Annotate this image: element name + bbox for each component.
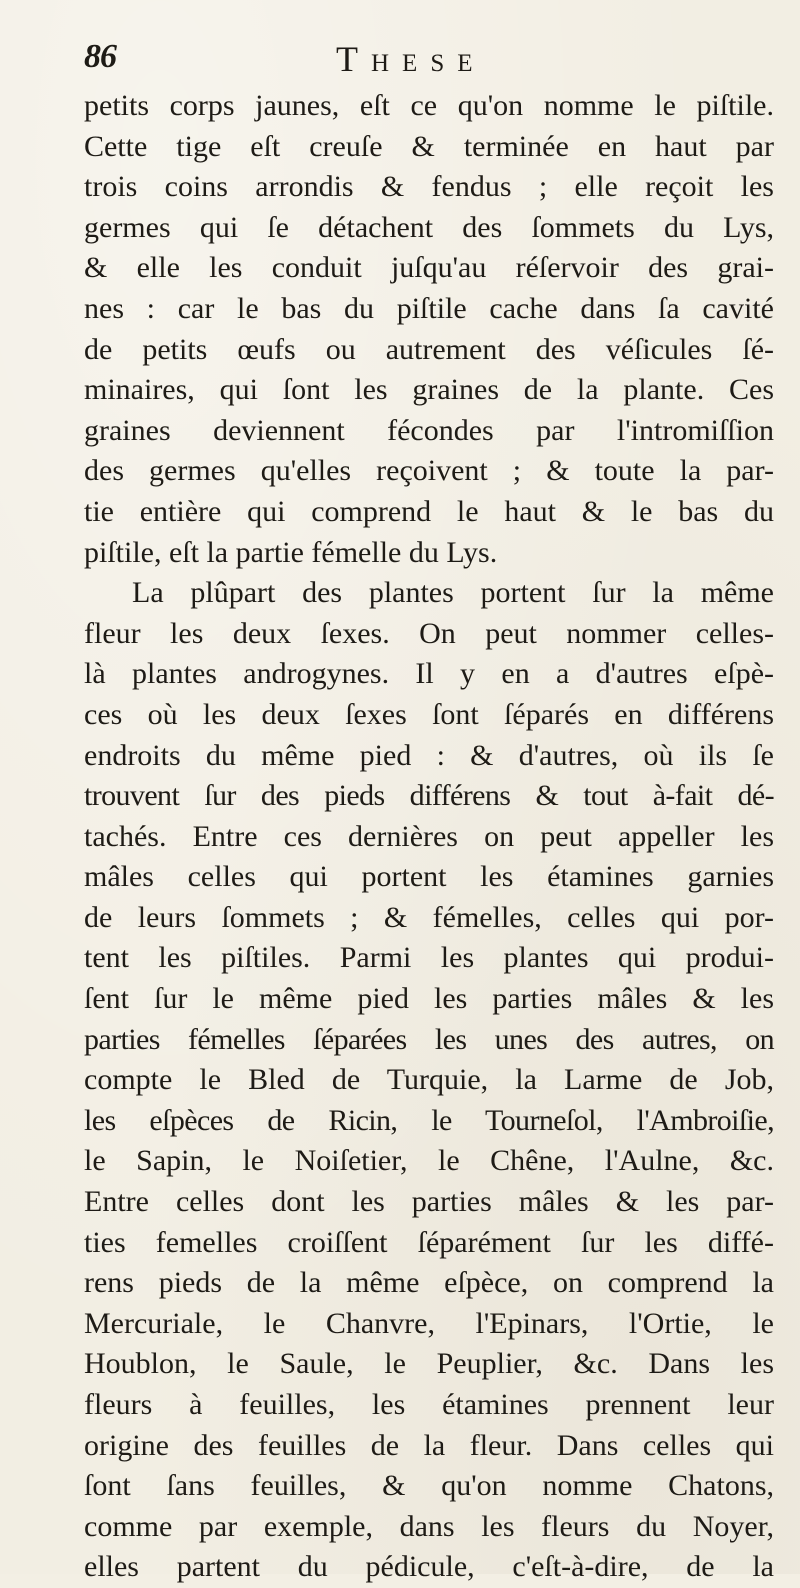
text-line: compte le Bled de Turquie, la Larme de Job, — [84, 1063, 774, 1097]
text-line: Houblon, le Saule, le Peuplier, &c. Dans les — [84, 1347, 774, 1381]
text-line: nes : car le bas du piſtile cache dans ſa cavité — [84, 291, 774, 325]
text-line: elles partent du pédicule, c'eſt-à-dire, de la — [84, 1550, 774, 1584]
text-line: ties femelles croiſſent ſéparément ſur les diffé- — [84, 1225, 774, 1259]
text-line: endroits du même pied : & d'autres, où ils ſe — [84, 738, 774, 772]
text-line: piſtile, eſt la partie fémelle du Lys. — [84, 535, 498, 569]
running-title: These — [336, 39, 486, 79]
text-line: comme par exemple, dans les fleurs du Noyer, — [84, 1509, 774, 1543]
text-line: de leurs ſommets ; & fémelles, celles qui por- — [84, 900, 774, 934]
text-line: ſent ſur le même pied les parties mâles & les — [84, 982, 774, 1016]
text-line: graines deviennent fécondes par l'intromiſſion — [84, 413, 774, 447]
text-line: germes qui ſe détachent des ſommets du Lys, — [84, 210, 774, 244]
text-line: & elle les conduit juſqu'au réſervoir des grai- — [84, 251, 774, 285]
text-line: trouvent ſur des pieds différens & tout à-fait dé- — [84, 779, 774, 813]
text-line: les eſpèces de Ricin, le Tourneſol, l'Ambroiſie, — [84, 1103, 774, 1137]
text-line: tent les piſtiles. Parmi les plantes qui produi- — [84, 941, 774, 975]
text-line: origine des feuilles de la fleur. Dans celles qui — [84, 1428, 774, 1462]
text-line: des germes qu'elles reçoivent ; & toute la par- — [84, 454, 774, 488]
text-line: le Sapin, le Noiſetier, le Chêne, l'Aulne, &c. — [84, 1144, 774, 1178]
text-line: minaires, qui ſont les graines de la plante. Ces — [84, 373, 774, 407]
text-line: rens pieds de la même eſpèce, on comprend la — [84, 1266, 774, 1300]
text-line: Cette tige eſt creuſe & terminée en haut par — [84, 129, 774, 163]
page-header — [84, 34, 784, 82]
body-text — [84, 86, 774, 1588]
text-line: tie entière qui comprend le haut & le bas du — [84, 494, 774, 528]
text-line: ſont ſans feuilles, & qu'on nomme Chatons, — [84, 1469, 774, 1503]
text-line: petits corps jaunes, eſt ce qu'on nomme le piſtile. — [84, 89, 774, 122]
text-line: tachés. Entre ces dernières on peut appeller les — [84, 819, 774, 853]
text-line: Entre celles dont les parties mâles & les par- — [84, 1185, 774, 1219]
text-line: là plantes androgynes. Il y en a d'autres eſpè- — [84, 657, 774, 691]
text-line: fleurs à feuilles, les étamines prennent leur — [84, 1388, 774, 1421]
text-line: parties fémelles ſéparées les unes des autres, on — [84, 1022, 774, 1056]
page-number: 86 — [84, 38, 116, 75]
text-line: trois coins arrondis & fendus ; elle reçoit les — [84, 170, 774, 204]
text-line: ces où les deux ſexes ſont ſéparés en différens — [84, 697, 774, 731]
text-line: Mercuriale, le Chanvre, l'Epinars, l'Ortie, le — [84, 1306, 774, 1340]
text-line: mâles celles qui portent les étamines garnies — [84, 860, 774, 894]
text-line: La plûpart des plantes portent ſur la même — [132, 576, 774, 610]
text-line: fleur les deux ſexes. On peut nommer celles- — [84, 616, 774, 650]
text-line: de petits œufs ou autrement des véſicules ſé- — [84, 332, 774, 366]
